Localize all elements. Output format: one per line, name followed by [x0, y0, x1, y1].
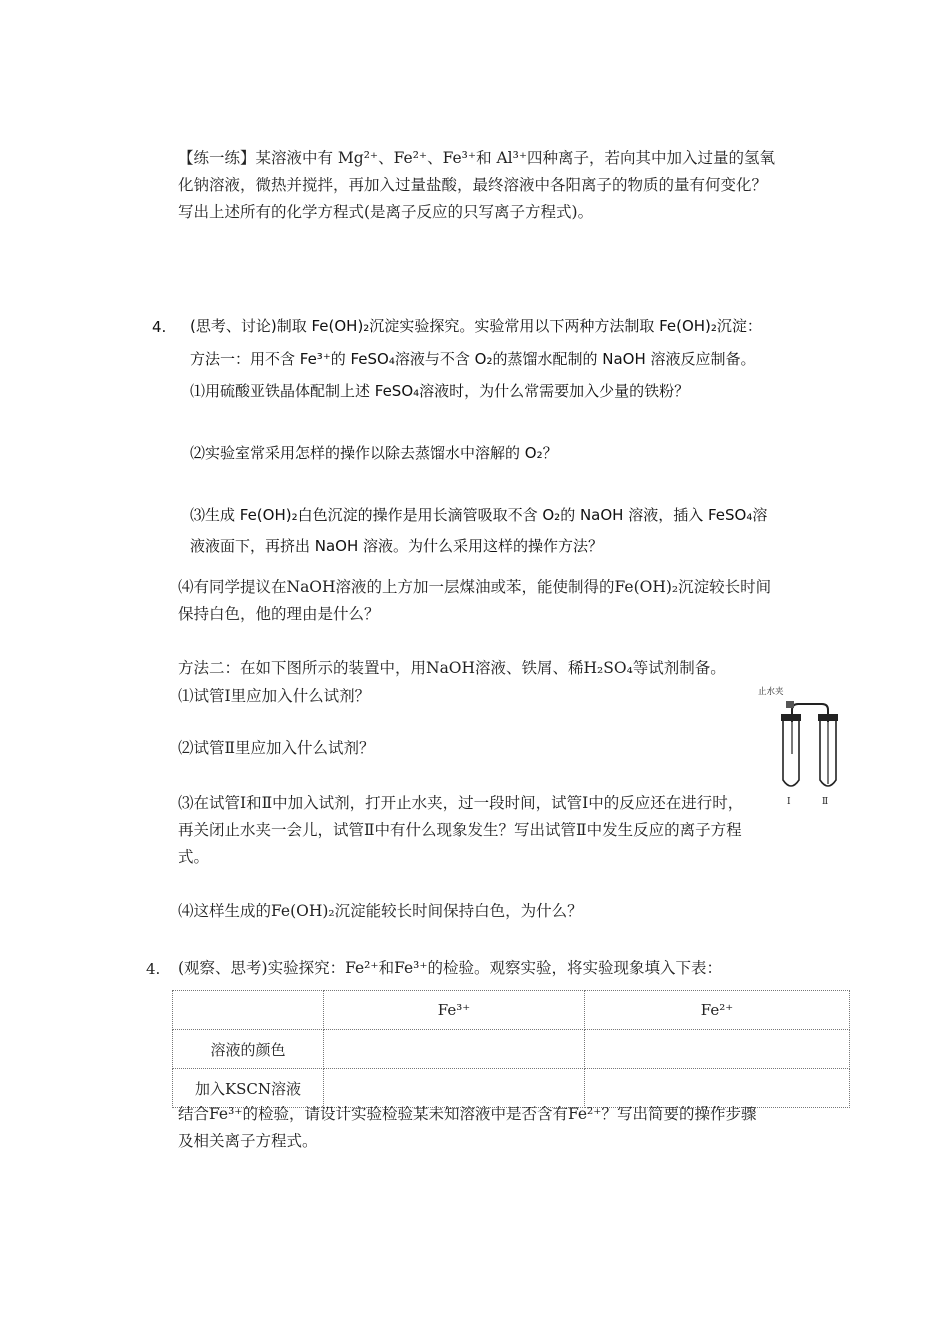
q4a-sub-1: ⑴用硫酸亚铁晶体配制上述 FeSO₄溶液时，为什么常需要加入少量的铁粉？: [190, 382, 690, 400]
table-header-cell: Fe²⁺: [585, 991, 850, 1030]
clamp-icon: [786, 701, 794, 708]
observation-table: [172, 990, 850, 1108]
apparatus-figure: [752, 684, 842, 809]
table-cell: 溶液的颜色: [173, 1030, 324, 1069]
table-cell[interactable]: [585, 1030, 850, 1069]
tube-1-label: Ⅰ: [787, 797, 791, 807]
q4a-m-3b: 再关闭止水夹一会儿，试管Ⅱ中有什么现象发生？写出试管Ⅱ中发生反应的离子方程: [178, 821, 742, 839]
q4b-tail-1: 结合Fe³⁺的检验，请设计实验检验某未知溶液中是否含有Fe²⁺？写出简要的操作步骤: [178, 1105, 757, 1123]
q4a-m-4: ⑷这样生成的Fe(OH)₂沉淀能较长时间保持白色，为什么？: [178, 902, 583, 920]
q4b-tail-2: 及相关离子方程式。: [178, 1132, 318, 1150]
q4a-sub-2: ⑵实验室常采用怎样的操作以除去蒸馏水中溶解的 O₂？: [190, 444, 558, 462]
q4a-m-3a: ⑶在试管Ⅰ和Ⅱ中加入试剂，打开止水夹，过一段时间，试管Ⅰ中的反应还在进行时，: [178, 794, 744, 812]
practice-line-2: 化钠溶液，微热并搅拌，再加入过量盐酸，最终溶液中各阳离子的物质的量有何变化？: [178, 176, 768, 194]
q4a-sub-3a: ⑶生成 Fe(OH)₂白色沉淀的操作是用长滴管吸取不含 O₂的 NaOH 溶液，插入 FeSO₄溶: [190, 506, 768, 524]
table-cell: 加入KSCN溶液: [173, 1069, 324, 1108]
q4a-intro: (思考、讨论)制取 Fe(OH)₂沉淀实验探究。实验常用以下两种方法制取 Fe(OH)₂沉淀：: [190, 317, 762, 335]
q4a-sub-4b: 保持白色，他的理由是什么？: [178, 605, 380, 623]
table-header-row: [173, 991, 850, 1030]
question-number-2: 4.: [146, 960, 161, 978]
q4a-method-1: 方法一：用不含 Fe³⁺的 FeSO₄溶液与不含 O₂的蒸馏水配制的 NaOH 溶液反应制备。: [190, 350, 756, 368]
test-tube-1: [783, 721, 799, 786]
q4a-m-2: ⑵试管Ⅱ里应加入什么试剂？: [178, 739, 375, 757]
q4a-sub-4a: ⑷有同学提议在NaOH溶液的上方加一层煤油或苯，能使制得的Fe(OH)₂沉淀较长时间: [178, 578, 772, 596]
q4b-intro: (观察、思考)实验探究：Fe²⁺和Fe³⁺的检验。观察实验，将实验现象填入下表：: [178, 959, 723, 977]
q4a-sub-3b: 液液面下，再挤出 NaOH 溶液。为什么采用这样的操作方法？: [190, 537, 604, 555]
table-row: [173, 1030, 850, 1069]
practice-line-3: 写出上述所有的化学方程式(是离子反应的只写离子方程式)。: [178, 203, 594, 221]
table-header-cell: Fe³⁺: [324, 991, 585, 1030]
tube-2-label: Ⅱ: [822, 797, 829, 807]
table-cell[interactable]: [324, 1030, 585, 1069]
table-header-cell: [173, 991, 324, 1030]
clamp-label: 止水夹: [758, 687, 784, 697]
practice-line-1: 【练一练】某溶液中有 Mg²⁺、Fe²⁺、Fe³⁺和 Al³⁺四种离子，若向其中加入过量的氢氧: [178, 149, 776, 167]
question-number: 4.: [152, 318, 167, 336]
q4a-method-2: 方法二：在如下图所示的装置中，用NaOH溶液、铁屑、稀H₂SO₄等试剂制备。: [178, 659, 726, 677]
q4a-m-1: ⑴试管Ⅰ里应加入什么试剂？: [178, 687, 371, 705]
q4a-m-3c: 式。: [178, 848, 210, 866]
